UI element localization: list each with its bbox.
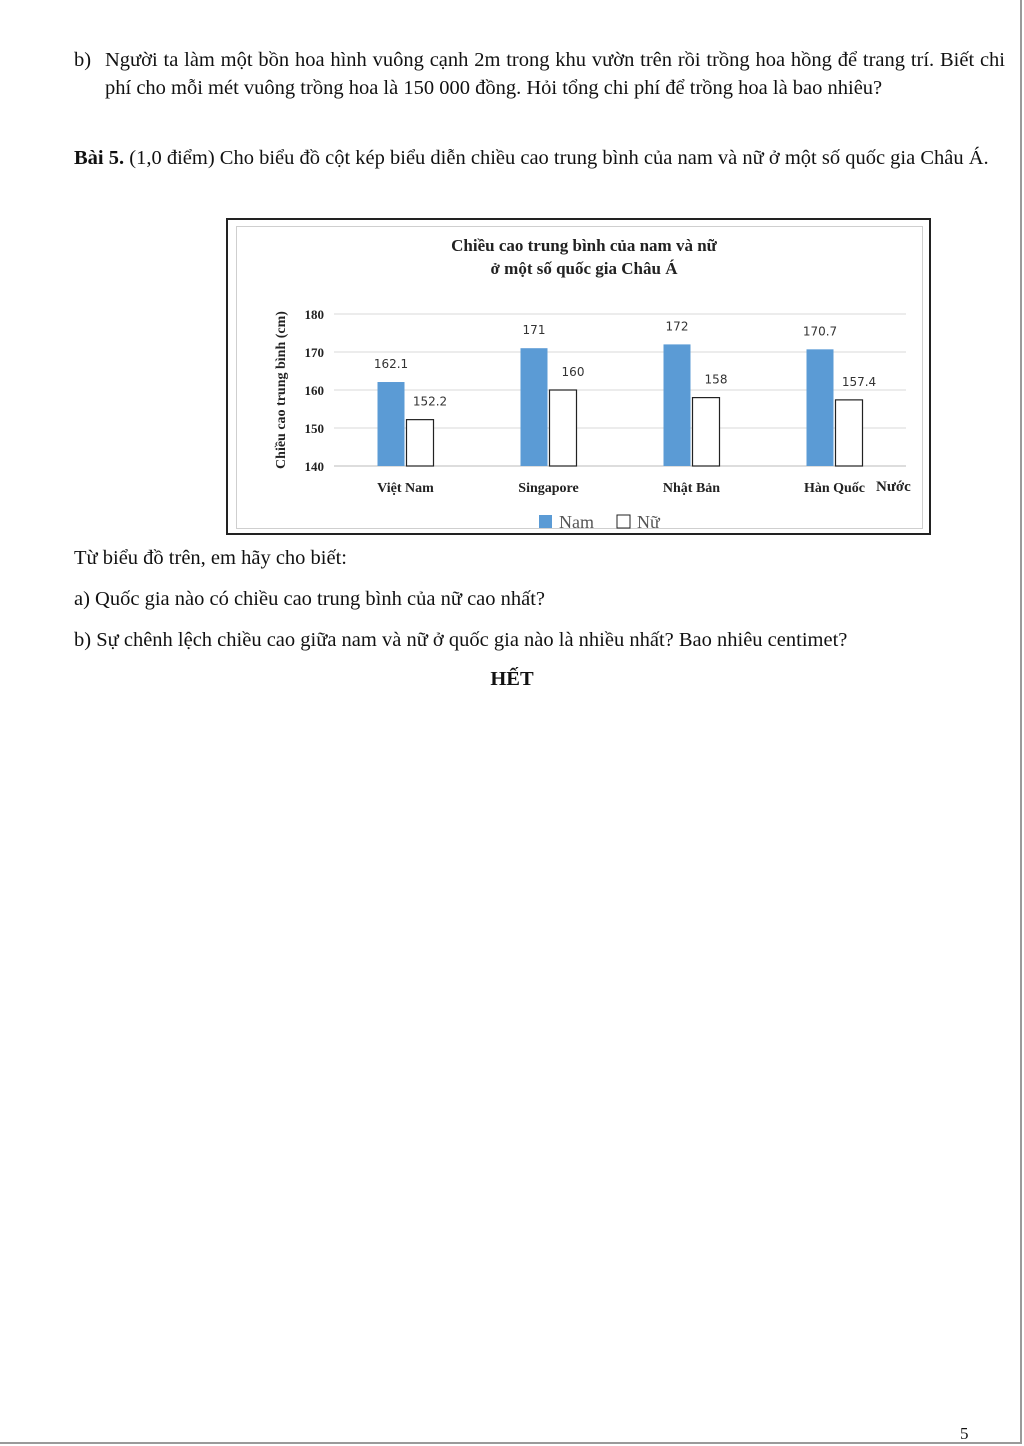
- data-label: 170.7: [802, 324, 838, 339]
- x-tick-label: Nhật Bản: [662, 481, 721, 496]
- y-axis-label: Chiều cao trung bình (cm): [274, 311, 289, 469]
- problem5-intro: [74, 144, 1005, 172]
- problem5-intro-text: (1,0 điểm) Cho biểu đồ cột kép biểu diễn chiều cao trung bình của nam và nữ ở một số quốc gia Châu Á.: [129, 147, 989, 169]
- bar-nam: [521, 348, 548, 466]
- data-label: 158: [704, 372, 728, 387]
- problem4-part-b-label: b): [74, 49, 92, 71]
- y-tick-label: 170: [304, 345, 324, 360]
- data-label: 162.1: [373, 357, 409, 372]
- y-tick-label: 140: [304, 459, 324, 474]
- legend-label-nu: Nữ: [637, 512, 660, 532]
- y-tick-label: 150: [304, 421, 324, 436]
- bar-nu: [550, 390, 577, 466]
- bar-nu: [693, 398, 720, 466]
- problem5-label: Bài 5.: [74, 147, 125, 169]
- chart-title-line-2: ở một số quốc gia Châu Á: [490, 259, 678, 278]
- legend-swatch-nu: [617, 515, 630, 528]
- chart-title-line-1: Chiều cao trung bình của nam và nữ: [451, 236, 717, 255]
- x-tick-label: Hàn Quốc: [803, 481, 866, 496]
- x-axis-label: Nước: [876, 479, 911, 495]
- plot-area: [305, 307, 907, 496]
- data-label: 152.2: [412, 394, 448, 409]
- data-label: 172: [665, 319, 689, 334]
- x-tick-label: Việt Nam: [377, 481, 434, 496]
- data-label: 160: [561, 365, 585, 379]
- problem4-part-b: [74, 46, 1005, 102]
- problem5-question-a: a) Quốc gia nào có chiều cao trung bình của nữ cao nhất?: [74, 588, 546, 610]
- bar-nam: [378, 382, 405, 466]
- bar-nam: [664, 344, 691, 466]
- page-number: 5: [960, 1424, 969, 1443]
- problem5-lead: Từ biểu đồ trên, em hãy cho biết:: [74, 547, 347, 569]
- height-chart: [226, 218, 931, 535]
- x-tick-label: Singapore: [518, 481, 579, 496]
- legend-label-nam: Nam: [559, 512, 594, 532]
- data-label: 171: [522, 323, 546, 338]
- problem4-part-b-text: Người ta làm một bồn hoa hình vuông cạnh 2m trong khu vườn trên rồi trồng hoa hồng để trang trí. Biết chi phí cho mỗi mét vuông trồng hoa là 150 000 đồng. Hỏi tổng chi phí để trồng hoa là bao nhiêu?: [105, 49, 1005, 99]
- problem5-question-b: b) Sự chênh lệch chiều cao giữa nam và nữ ở quốc gia nào là nhiều nhất? Bao nhiêu centimet?: [74, 629, 848, 651]
- legend: [539, 512, 661, 532]
- legend-swatch-nam: [539, 515, 552, 528]
- data-label: 157.4: [841, 374, 877, 389]
- bar-nu: [407, 420, 434, 466]
- y-tick-label: 160: [304, 383, 324, 398]
- end-marker: HẾT: [490, 668, 534, 690]
- bar-nam: [807, 349, 834, 466]
- y-tick-label: 180: [304, 307, 324, 322]
- bar-nu: [836, 400, 863, 466]
